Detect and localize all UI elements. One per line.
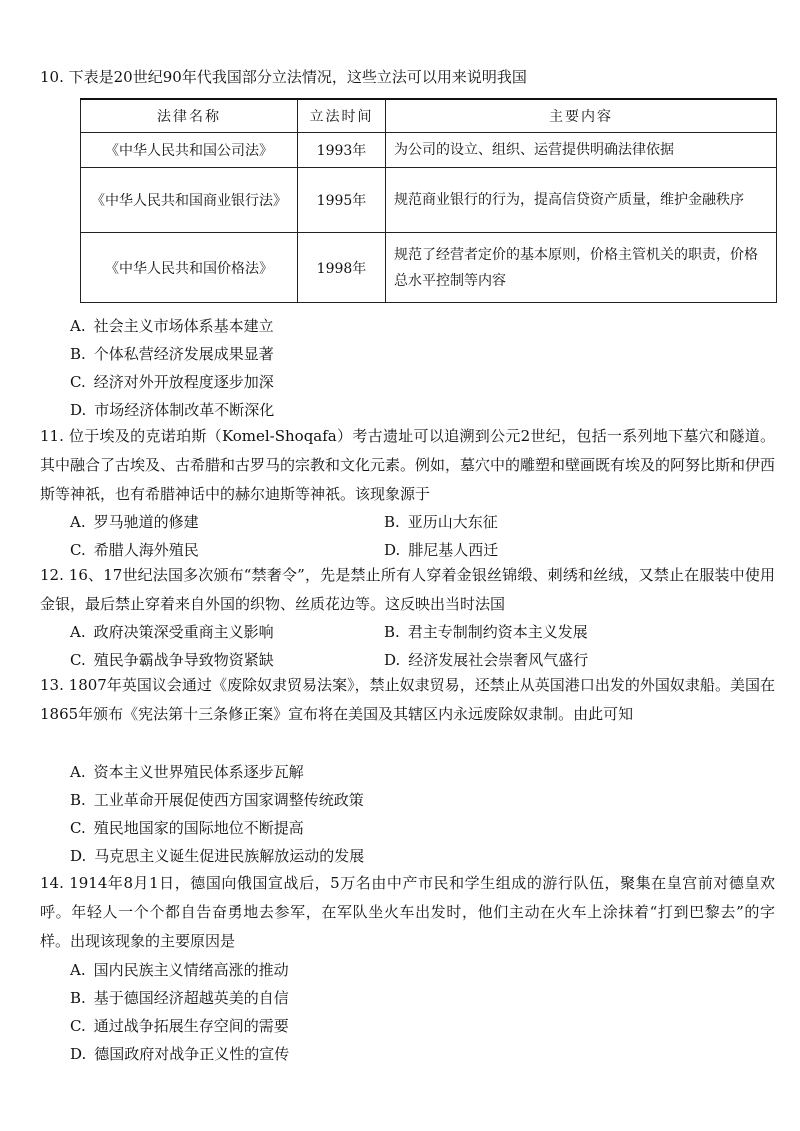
question-number: 14. — [40, 874, 64, 892]
law-name-cell: 《中华人民共和国价格法》 — [81, 233, 298, 303]
option-text: 马克思主义诞生促进民族解放运动的发展 — [94, 847, 365, 865]
option-c[interactable] — [70, 372, 274, 392]
question-stem — [40, 869, 775, 956]
option-b[interactable] — [70, 790, 364, 810]
question-number: 13. — [40, 676, 64, 694]
option-b[interactable] — [70, 988, 289, 1008]
option-a[interactable] — [70, 316, 274, 336]
option-text: 资本主义世界殖民体系逐步瓦解 — [93, 763, 304, 781]
question-11 — [40, 422, 775, 509]
option-text: 经济发展社会崇奢风气盛行 — [408, 651, 589, 669]
question-text: 下表是20世纪90年代我国部分立法情况，这些立法可以用来说明我国 — [68, 68, 527, 86]
legislation-table — [80, 98, 777, 303]
option-c[interactable] — [70, 650, 274, 670]
option-d[interactable] — [384, 540, 498, 560]
option-letter: D. — [384, 651, 401, 669]
option-text: 市场经济体制改革不断深化 — [94, 401, 275, 419]
option-letter: D. — [70, 401, 87, 419]
option-text: 经济对外开放程度逐步加深 — [93, 373, 274, 391]
option-letter: C. — [70, 373, 86, 391]
question-10 — [40, 63, 775, 92]
question-text: 位于埃及的克诺珀斯（Komel-Shoqafa）考古遗址可以追溯到公元2世纪，包括一系列地下墓穴和隧道。其中融合了古埃及、古希腊和古罗马的宗教和文化元素。例如，墓穴中的雕塑和壁画既有埃及的阿努比斯和伊西斯等神祇，也有希腊神话中的赫尔迪斯等神祇。该现象源于 — [40, 427, 776, 503]
table-row — [81, 233, 777, 303]
question-14 — [40, 869, 775, 956]
option-letter: A. — [70, 623, 86, 641]
table-header-row — [81, 99, 777, 133]
option-text: 希腊人海外殖民 — [93, 541, 199, 559]
option-c[interactable] — [70, 540, 199, 560]
option-letter: B. — [70, 791, 86, 809]
option-letter: C. — [70, 819, 86, 837]
option-letter: C. — [70, 541, 86, 559]
law-content-cell: 规范了经营者定价的基本原则，价格主管机关的职责，价格总水平控制等内容 — [386, 233, 777, 303]
option-letter: D. — [70, 1045, 87, 1063]
option-b[interactable] — [384, 512, 498, 532]
option-letter: A. — [70, 763, 86, 781]
option-text: 工业革命开展促使西方国家调整传统政策 — [93, 791, 364, 809]
table-row — [81, 168, 777, 233]
option-text: 通过战争拓展生存空间的需要 — [93, 1017, 289, 1035]
law-year-cell: 1993年 — [298, 133, 386, 168]
option-letter: C. — [70, 1017, 86, 1035]
option-d[interactable] — [70, 400, 274, 420]
option-text: 国内民族主义情绪高涨的推动 — [93, 961, 289, 979]
option-text: 罗马驰道的修建 — [93, 513, 199, 531]
question-stem — [40, 422, 775, 509]
option-b[interactable] — [70, 344, 274, 364]
option-a[interactable] — [70, 762, 304, 782]
option-letter: A. — [70, 961, 86, 979]
option-letter: A. — [70, 513, 86, 531]
option-d[interactable] — [70, 846, 364, 866]
question-12 — [40, 561, 775, 619]
law-year-cell: 1998年 — [298, 233, 386, 303]
option-letter: B. — [384, 623, 400, 641]
option-text: 德国政府对战争正义性的宣传 — [94, 1045, 290, 1063]
question-stem — [40, 561, 775, 619]
option-text: 个体私营经济发展成果显著 — [93, 345, 274, 363]
option-letter: B. — [70, 989, 86, 1007]
option-letter: D. — [384, 541, 401, 559]
question-number: 12. — [40, 566, 64, 584]
option-a[interactable] — [70, 622, 274, 642]
option-text: 社会主义市场体系基本建立 — [93, 317, 274, 335]
question-text: 16、17世纪法国多次颁布“禁奢令”，先是禁止所有人穿着金银丝锦缎、刺绣和丝绒，又禁止在服装中使用金银，最后禁止穿着来自外国的织物、丝质花边等。这反映出当时法国 — [40, 566, 775, 613]
law-content-cell: 规范商业银行的行为，提高信贷资产质量，维护金融秩序 — [386, 168, 777, 233]
option-d[interactable] — [70, 1044, 289, 1064]
option-text: 政府决策深受重商主义影响 — [93, 623, 274, 641]
option-text: 基于德国经济超越英美的自信 — [93, 989, 289, 1007]
table-header: 法律名称 — [81, 99, 298, 133]
option-letter: C. — [70, 651, 86, 669]
table-row — [81, 133, 777, 168]
table-header: 立法时间 — [298, 99, 386, 133]
option-c[interactable] — [70, 818, 304, 838]
option-b[interactable] — [384, 622, 588, 642]
option-letter: B. — [70, 345, 86, 363]
law-year-cell: 1995年 — [298, 168, 386, 233]
table-header: 主要内容 — [386, 99, 777, 133]
question-13 — [40, 671, 775, 729]
option-d[interactable] — [384, 650, 588, 670]
option-text: 殖民争霸战争导致物资紧缺 — [93, 651, 274, 669]
option-text: 殖民地国家的国际地位不断提高 — [93, 819, 304, 837]
option-letter: B. — [384, 513, 400, 531]
question-text: 1807年英国议会通过《废除奴隶贸易法案》，禁止奴隶贸易，还禁止从英国港口出发的外国奴隶船。美国在1865年颁布《宪法第十三条修正案》宣布将在美国及其辖区内永远废除奴隶制。由此可知 — [40, 676, 775, 723]
law-name-cell: 《中华人民共和国公司法》 — [81, 133, 298, 168]
question-text: 1914年8月1日，德国向俄国宣战后，5万名由中产市民和学生组成的游行队伍，聚集在皇宫前对德皇欢呼。年轻人一个个都自告奋勇地去参军，在军队坐火车出发时，他们主动在火车上涂抹着“打到巴黎去”的字样。出现该现象的主要原因是 — [40, 874, 775, 950]
option-a[interactable] — [70, 960, 289, 980]
option-text: 腓尼基人西迁 — [408, 541, 499, 559]
question-stem — [40, 63, 775, 92]
option-a[interactable] — [70, 512, 199, 532]
option-letter: A. — [70, 317, 86, 335]
question-stem — [40, 671, 775, 729]
option-text: 君主专制制约资本主义发展 — [407, 623, 588, 641]
law-name-cell: 《中华人民共和国商业银行法》 — [81, 168, 298, 233]
question-number: 11. — [40, 427, 64, 445]
law-content-cell: 为公司的设立、组织、运营提供明确法律依据 — [386, 133, 777, 168]
option-c[interactable] — [70, 1016, 289, 1036]
option-letter: D. — [70, 847, 87, 865]
question-number: 10. — [40, 68, 64, 86]
option-text: 亚历山大东征 — [407, 513, 498, 531]
